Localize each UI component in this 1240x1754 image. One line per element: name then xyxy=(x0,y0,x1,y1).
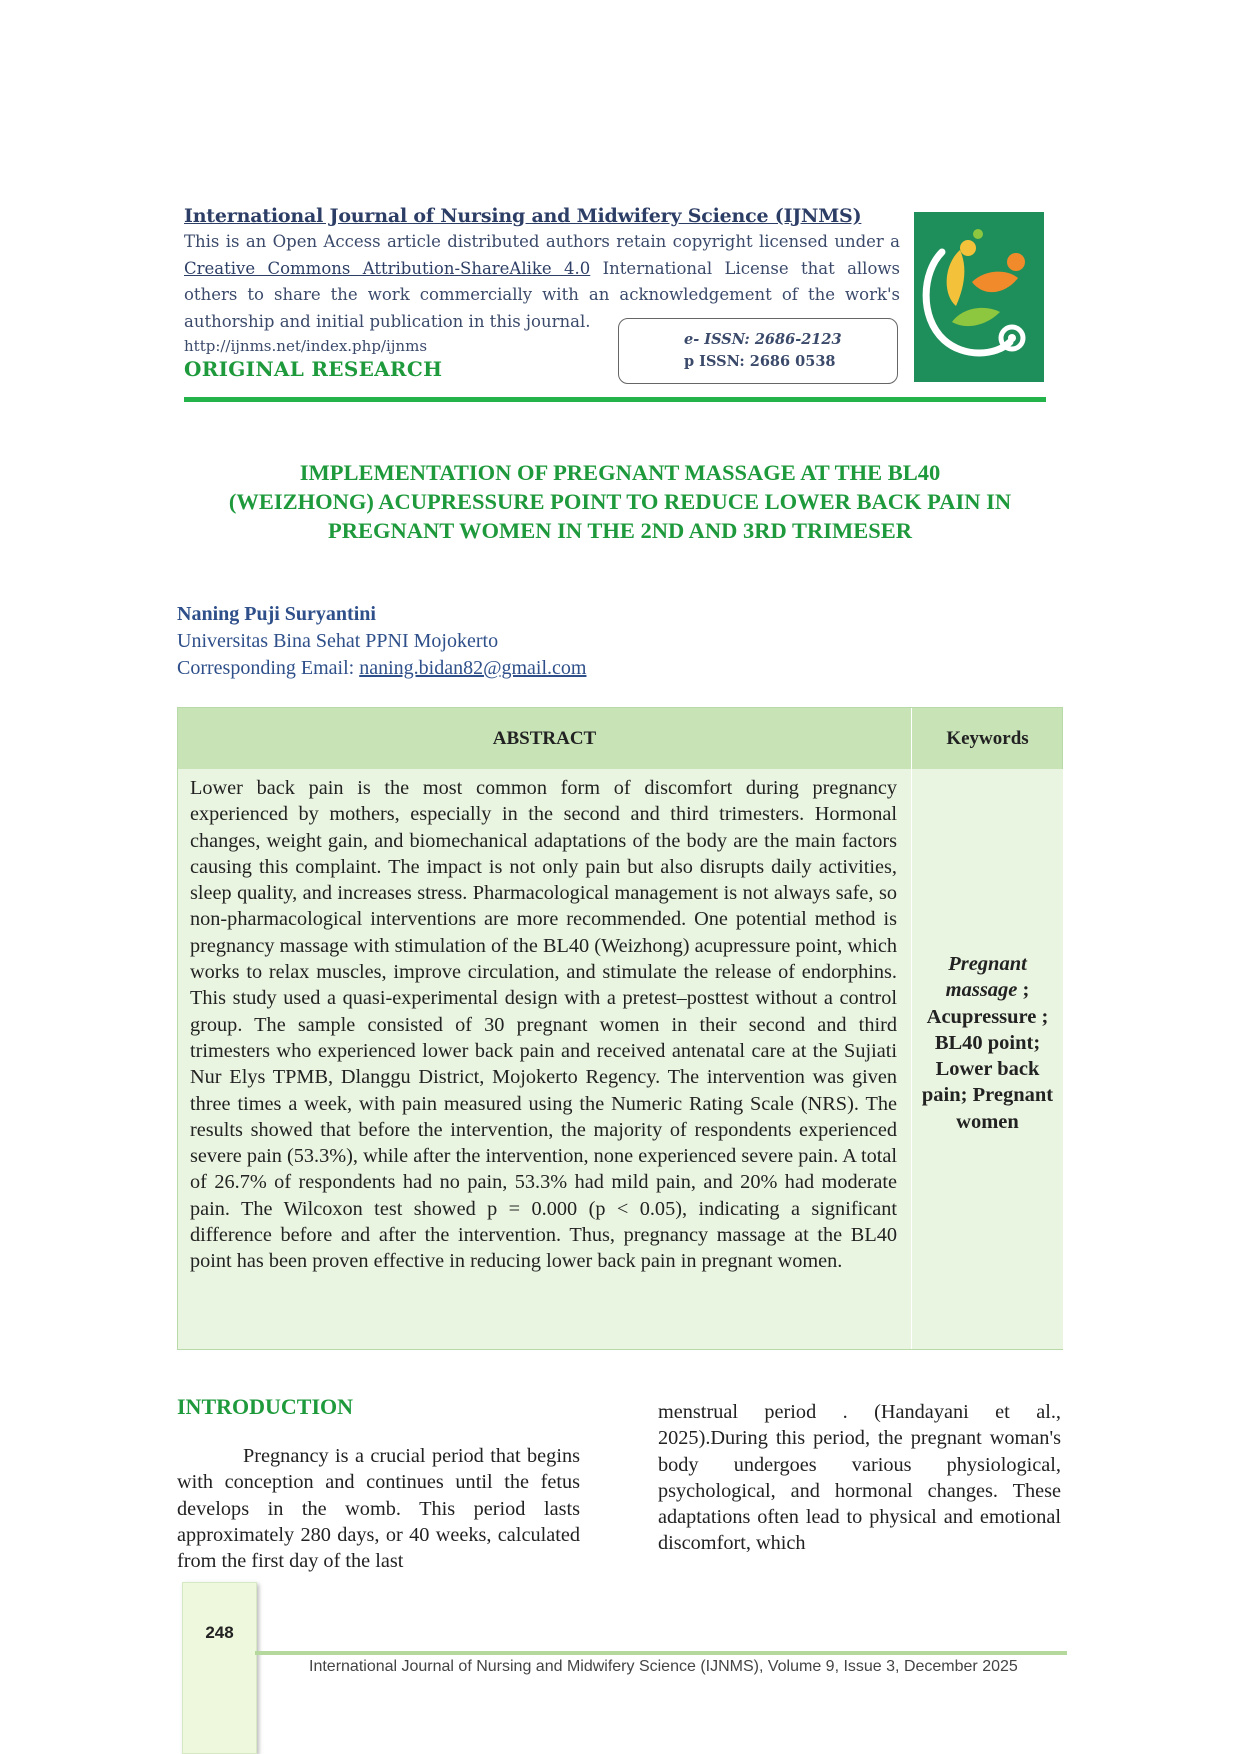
title-line: IMPLEMENTATION OF PREGNANT MASSAGE AT THE BL40 xyxy=(299,460,941,485)
page-number-box xyxy=(182,1582,257,1754)
email-label: Corresponding Email: xyxy=(177,657,360,679)
abstract-header-row xyxy=(178,708,1062,769)
author-name: Naning Puji Suryantini xyxy=(177,603,376,625)
keywords-cell xyxy=(911,769,1063,1349)
journal-name[interactable]: International Journal of Nursing and Midwifery Science (IJNMS) xyxy=(184,205,862,227)
introduction-heading: INTRODUCTION xyxy=(177,1394,354,1419)
intro-right-column: menstrual period . (Handayani et al., 2025).During this period, the pregnant woman's body undergoes various physiological, psychological, and hormonal changes. These adaptations often lead to physical and emotional discomfort, which xyxy=(658,1401,1061,1555)
title-line: PREGNANT WOMEN IN THE 2ND AND 3RD TRIMESER xyxy=(327,518,913,543)
header-divider xyxy=(184,397,1046,402)
logo-graphic xyxy=(914,212,1044,382)
article-title xyxy=(160,458,1080,545)
footer-divider xyxy=(255,1651,1067,1655)
license-line: This is an Open Access article distributed authors retain copyright licensed under a xyxy=(184,232,900,251)
e-issn: e- ISSN: 2686-2123 xyxy=(684,331,842,348)
email-link[interactable]: naning.bidan82@gmail.com xyxy=(359,657,587,679)
journal-logo xyxy=(914,212,1044,382)
keywords-heading: Keywords xyxy=(911,708,1063,769)
author-affiliation: Universitas Bina Sehat PPNI Mojokerto xyxy=(177,630,499,652)
abstract-table xyxy=(177,707,1063,1350)
intro-left-column: Pregnancy is a crucial period that begins with conception and continues until the fetus develops in the womb. This period lasts approximately 280 days, or 40 weeks, calculated from the first day of the last xyxy=(177,1445,580,1573)
issn-box xyxy=(618,318,898,384)
keywords-text xyxy=(920,951,1055,1135)
keyword-rest: ; Acupressure ; BL40 point; Lower back pain; Pregnant women xyxy=(921,979,1054,1133)
title-line: (WEIZHONG) ACUPRESSURE POINT TO REDUCE LOWER BACK PAIN IN xyxy=(228,489,1012,514)
corresponding-email-line xyxy=(177,655,586,682)
keyword-italic: Pregnant massage xyxy=(945,953,1027,1002)
author-block xyxy=(177,601,586,682)
p-issn: p ISSN: 2686 0538 xyxy=(684,353,836,370)
section-label: ORIGINAL RESEARCH xyxy=(184,357,443,381)
journal-url[interactable]: http://ijnms.net/index.php/ijnms xyxy=(184,337,428,355)
abstract-heading: ABSTRACT xyxy=(492,728,597,749)
abstract-text: Lower back pain is the most common form of discomfort during pregnancy experienced by mothers, especially in the second and third trimesters. Hormonal changes, weight gain, and biomechanical adaptations of the body are the main factors causing this complaint. The impact is not only pain but also disrupts daily activities, sleep quality, and increases stress. Pharmacological management is not always safe, so non-pharmacological interventions are more recommended. One potential method is pregnancy massage with stimulation of the BL40 (Weizhong) acupressure point, which works to relax muscles, improve circulation, and stimulate the release of endorphins. This study used a quasi-experimental design with a pretest–posttest without a control group. The sample consisted of 30 pregnant women in their second and third trimesters who experienced lower back pain and received antenatal care at the Sujiati Nur Elys TPMB, Dlanggu District, Mojokerto Regency. The intervention was given three times a week, with pain measured using the Numeric Rating Scale (NRS). The results showed that before the intervention, the majority of respondents experienced severe pain (53.3%), while after the intervention, none experienced severe pain. A total of 26.7% of respondents had no pain, 53.3% had mild pain, and 20% had moderate pain. The Wilcoxon test showed p = 0.000 (p < 0.05), indicating a significant difference before and after the intervention. Thus, pregnancy massage at the BL40 point has been proven effective in reducing lower back pain in pregnant women. xyxy=(190,777,897,1273)
footer-citation: International Journal of Nursing and Midwifery Science (IJNMS), Volume 9, Issue 3, December 2025 xyxy=(309,1658,1018,1675)
page-number: 248 xyxy=(205,1623,234,1642)
license-rest: International License that allows others to share the work commercially with an acknowledgement of the work's authorship and initial publication in this journal. xyxy=(184,258,900,331)
cc-license-link[interactable]: Creative Commons Attribution-ShareAlike 4.0 xyxy=(184,258,591,278)
abstract-cell xyxy=(178,769,911,1349)
